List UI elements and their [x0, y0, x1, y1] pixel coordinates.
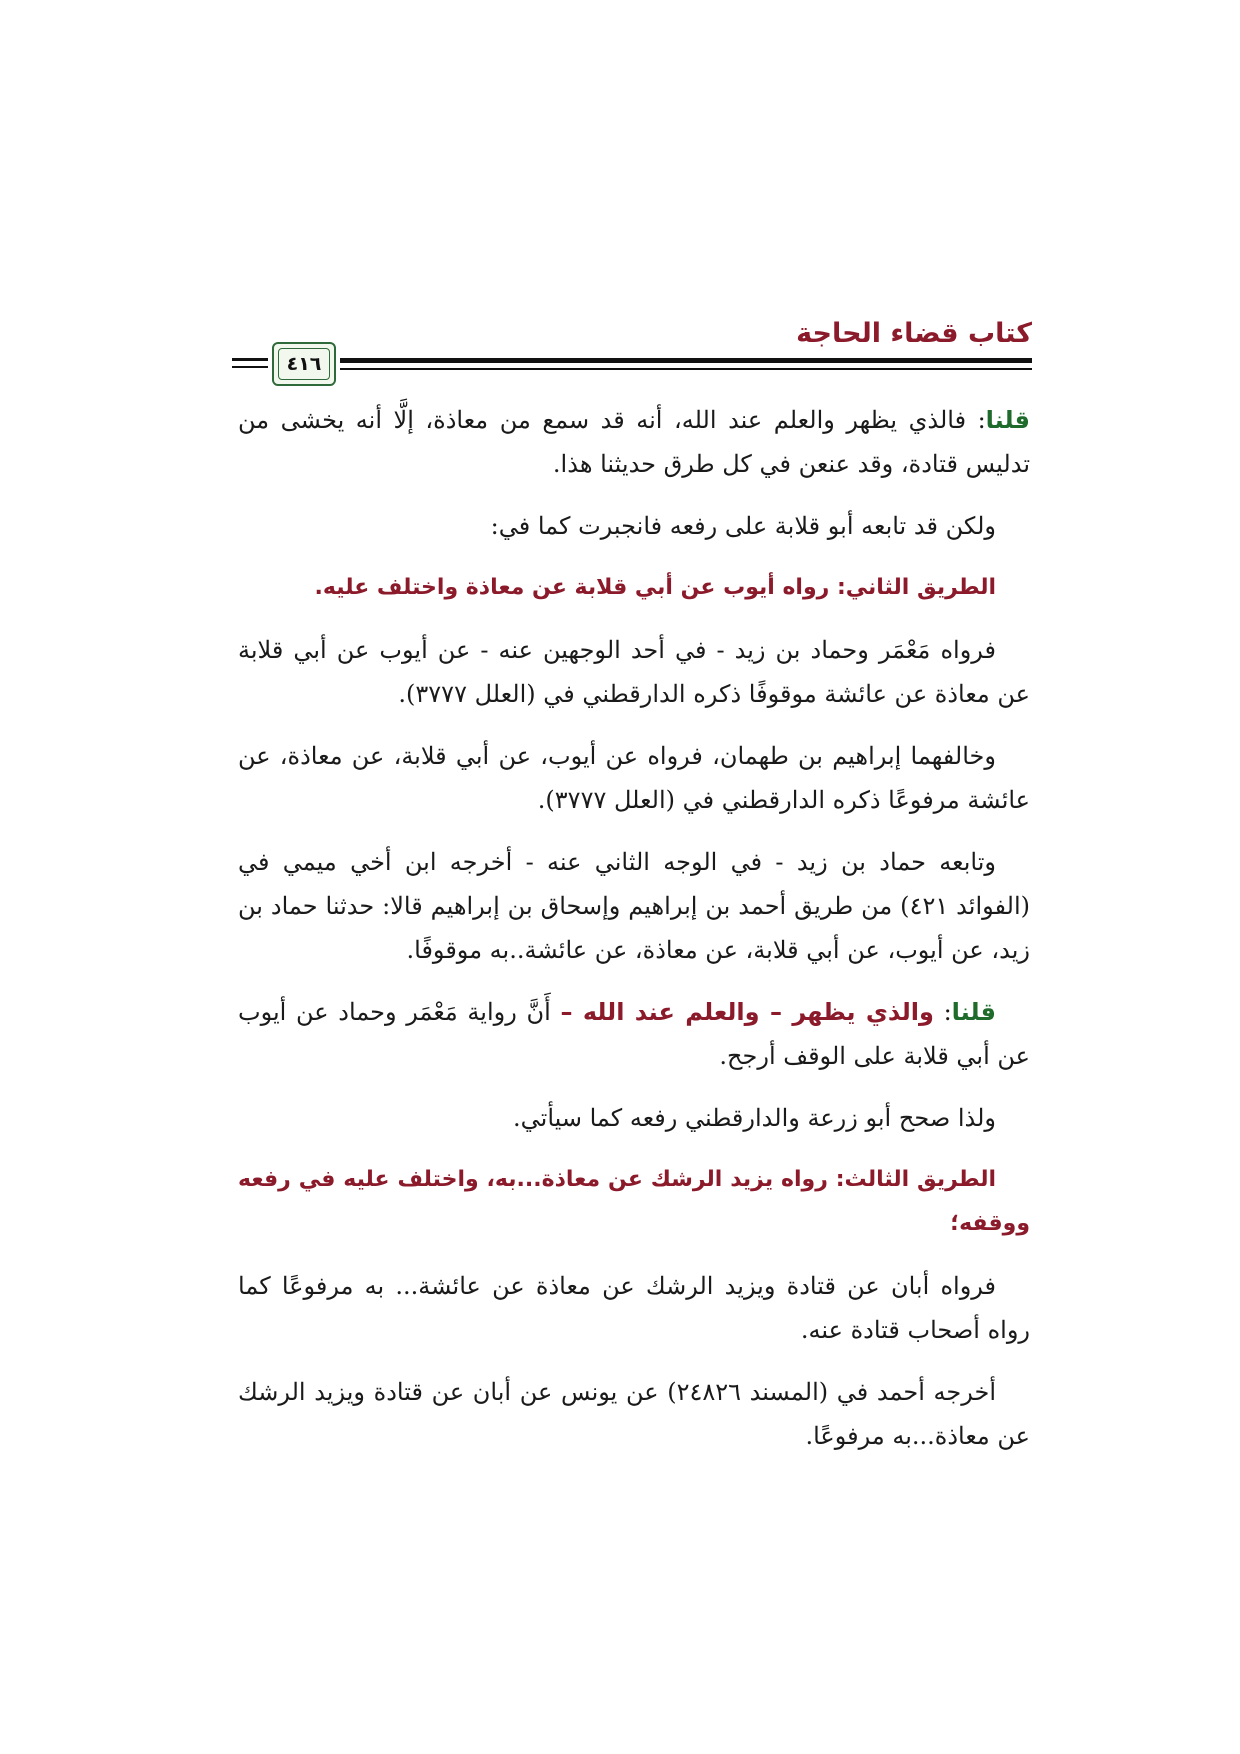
qulna-label: قلنا [985, 406, 1030, 434]
page-number-frame-icon [272, 342, 336, 386]
paragraph-9: أخرجه أحمد في (المسند ٢٤٨٢٦) عن يونس عن أبان عن قتادة ويزيد الرشك عن معاذة...به مرفوعًا. [238, 1378, 1030, 1450]
qulna-label: قلنا [951, 998, 996, 1026]
header-rule-left-top [232, 358, 268, 361]
page-body [238, 398, 1030, 1476]
header-rule-thick [340, 358, 1032, 363]
paragraph-8: فرواه أبان عن قتادة ويزيد الرشك عن معاذة عن عائشة... به مرفوعًا كما رواه أصحاب قتادة عنه. [238, 1272, 1030, 1344]
header-rule-left-bottom [232, 366, 268, 368]
paragraph-3: فرواه مَعْمَر وحماد بن زيد - في أحد الوجهين عنه - عن أيوب عن أبي قلابة عن معاذة عن عائشة موقوفًا ذكره الدارقطني في (العلل ٣٧٧٧). [238, 636, 1030, 708]
paragraph-6 [238, 990, 1030, 1078]
paragraph-6-colon: : [933, 998, 952, 1026]
paragraph-7: ولذا صحح أبو زرعة والدارقطني رفعه كما سيأتي. [513, 1104, 996, 1132]
paragraph-6-text: أَنَّ رواية مَعْمَر وحماد عن أيوب عن أبي قلابة على الوقف أرجح. [238, 998, 1030, 1070]
paragraph-2: ولكن قد تابعه أبو قلابة على رفعه فانجبرت كما في: [490, 512, 996, 540]
paragraph-5: وتابعه حماد بن زيد - في الوجه الثاني عنه - أخرجه ابن أخي ميمي في (الفوائد ٤٢١) من طريق أحمد بن إبراهيم وإسحاق بن إبراهيم قالا: حدثنا حماد بن زيد، عن أيوب، عن أبي قلابة، عن معاذة، عن عائشة..به موقوفًا. [238, 848, 1030, 964]
paragraph-1-text: : فالذي يظهر والعلم عند الله، أنه قد سمع من معاذة، إلَّا أنه يخشى من تدليس قتادة، وقد عنعن في كل طرق حديثنا هذا. [238, 406, 1030, 478]
paragraph-1 [238, 398, 1030, 486]
header-rule-thin [340, 368, 1032, 370]
page-number: ٤١٦ [286, 353, 322, 375]
book-title: كتاب قضاء الحاجة [796, 318, 1032, 349]
section-heading-second-route: الطريق الثاني: رواه أيوب عن أبي قلابة عن معاذة واختلف عليه. [314, 575, 996, 600]
paragraph-4: وخالفهما إبراهيم بن طهمان، فرواه عن أيوب، عن أبي قلابة، عن معاذة، عن عائشة مرفوعًا ذكره الدارقطني في (العلل ٣٧٧٧). [238, 742, 1030, 814]
section-heading-third-route: الطريق الثالث: رواه يزيد الرشك عن معاذة...به، واختلف عليه في رفعه ووقفه؛ [238, 1167, 1030, 1236]
paragraph-6-emphasis: والذي يظهر – والعلم عند الله – [560, 998, 934, 1026]
page-header [232, 316, 1032, 396]
